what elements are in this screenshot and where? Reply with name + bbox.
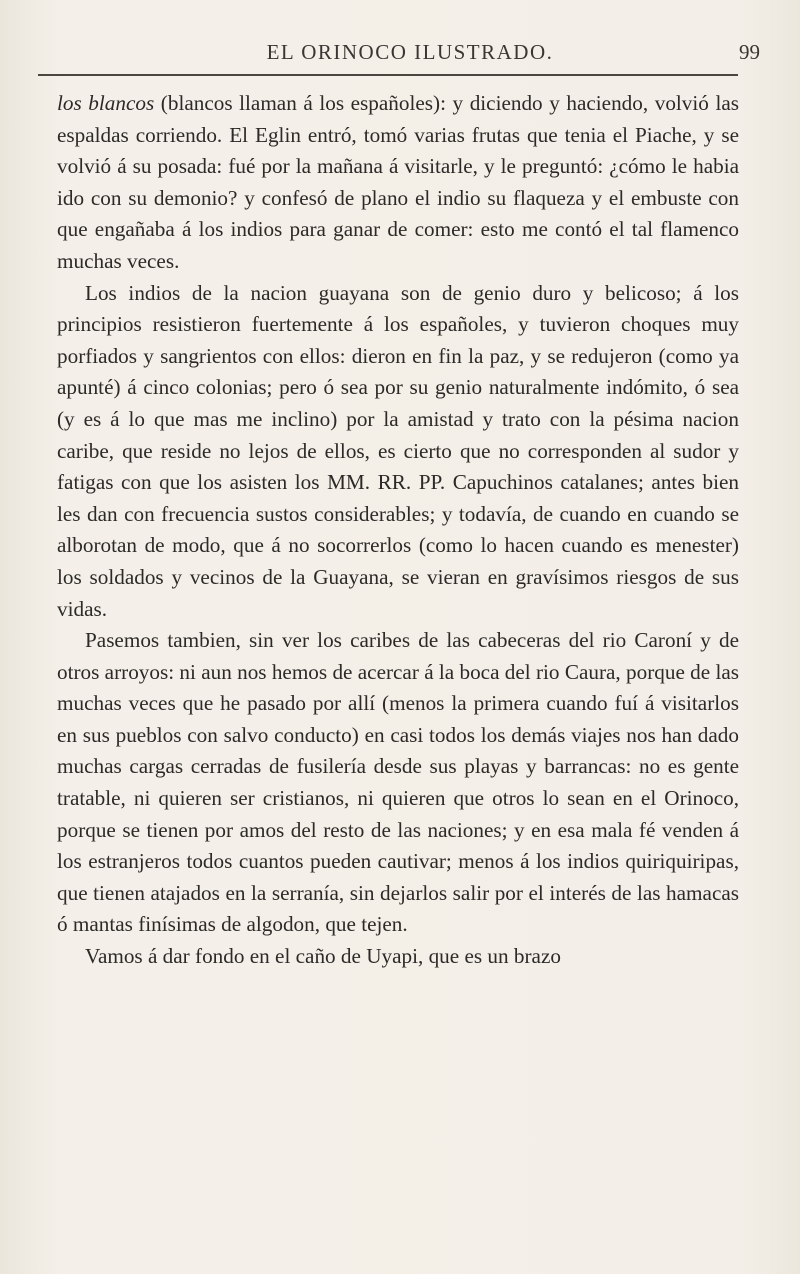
paragraph-1-text: (blancos llaman á los españoles): y diciendo y haciendo, volvió las espaldas corriendo. El Eglin entró, tomó varias frutas que tenia el Piache, y se volvió á su posada: fué por la mañana á visitarle, y le preguntó: ¿cómo le habia ido con su demonio? y confesó de plano el indio su flaqueza y el embuste con que engañaba á los indios para ganar de comer: esto me contó el tal flamenco muchas veces.	[57, 91, 739, 273]
paragraph-1	[57, 88, 739, 278]
paragraph-2: Los indios de la nacion guayana son de genio duro y belicoso; á los principios resistieron fuertemente á los españoles, y tuvieron choques muy porfiados y sangrientos con ellos: dieron en fin la paz, y se redujeron (como ya apunté) á cinco colonias; pero ó sea por su genio naturalmente indómito, ó sea (y es á lo que mas me inclino) por la amistad y trato con la pésima nacion caribe, que reside no lejos de ellos, es cierto que no corresponden al sudor y fatigas con que los asisten los MM. RR. PP. Capuchinos catalanes; antes bien les dan con frecuencia sustos considerables; y todavía, de cuando en cuando se alborotan de modo, que á no socorrerlos (como lo hacen cuando es menester) los soldados y vecinos de la Guayana, se vieran en gravísimos riesgos de sus vidas.	[57, 280, 739, 621]
paragraph-3: Pasemos tambien, sin ver los caribes de las cabeceras del rio Caroní y de otros arroyos: ni aun nos hemos de acercar á la boca del rio Caura, porque de las muchas veces que he pasado por allí (menos la primera cuando fuí á visitarlos en sus pueblos con salvo conducto) en casi todos los demás viajes nos han dado muchas cargas cerradas de fusilería desde sus playas y barrancas: no es gente tratable, ni quieren ser cristianos, ni quieren que otros lo sean en el Orinoco, porque se tienen por amos del resto de las naciones; y en esa mala fé venden á los estranjeros todos cuantos pueden cautivar; menos á los indios quiriquiripas, que tienen atajados en la serranía, sin dejarlos salir por el interés de las hamacas ó mantas finísimas de algodon, que tejen.	[57, 628, 739, 937]
header-rule	[38, 74, 738, 76]
page-number: 99	[739, 40, 760, 64]
body-text	[57, 88, 739, 973]
italic-phrase: los blancos	[57, 91, 155, 115]
running-title: EL ORINOCO ILUSTRADO.	[266, 40, 554, 64]
paragraph-4: Vamos á dar fondo en el caño de Uyapi, que es un brazo	[85, 944, 561, 969]
